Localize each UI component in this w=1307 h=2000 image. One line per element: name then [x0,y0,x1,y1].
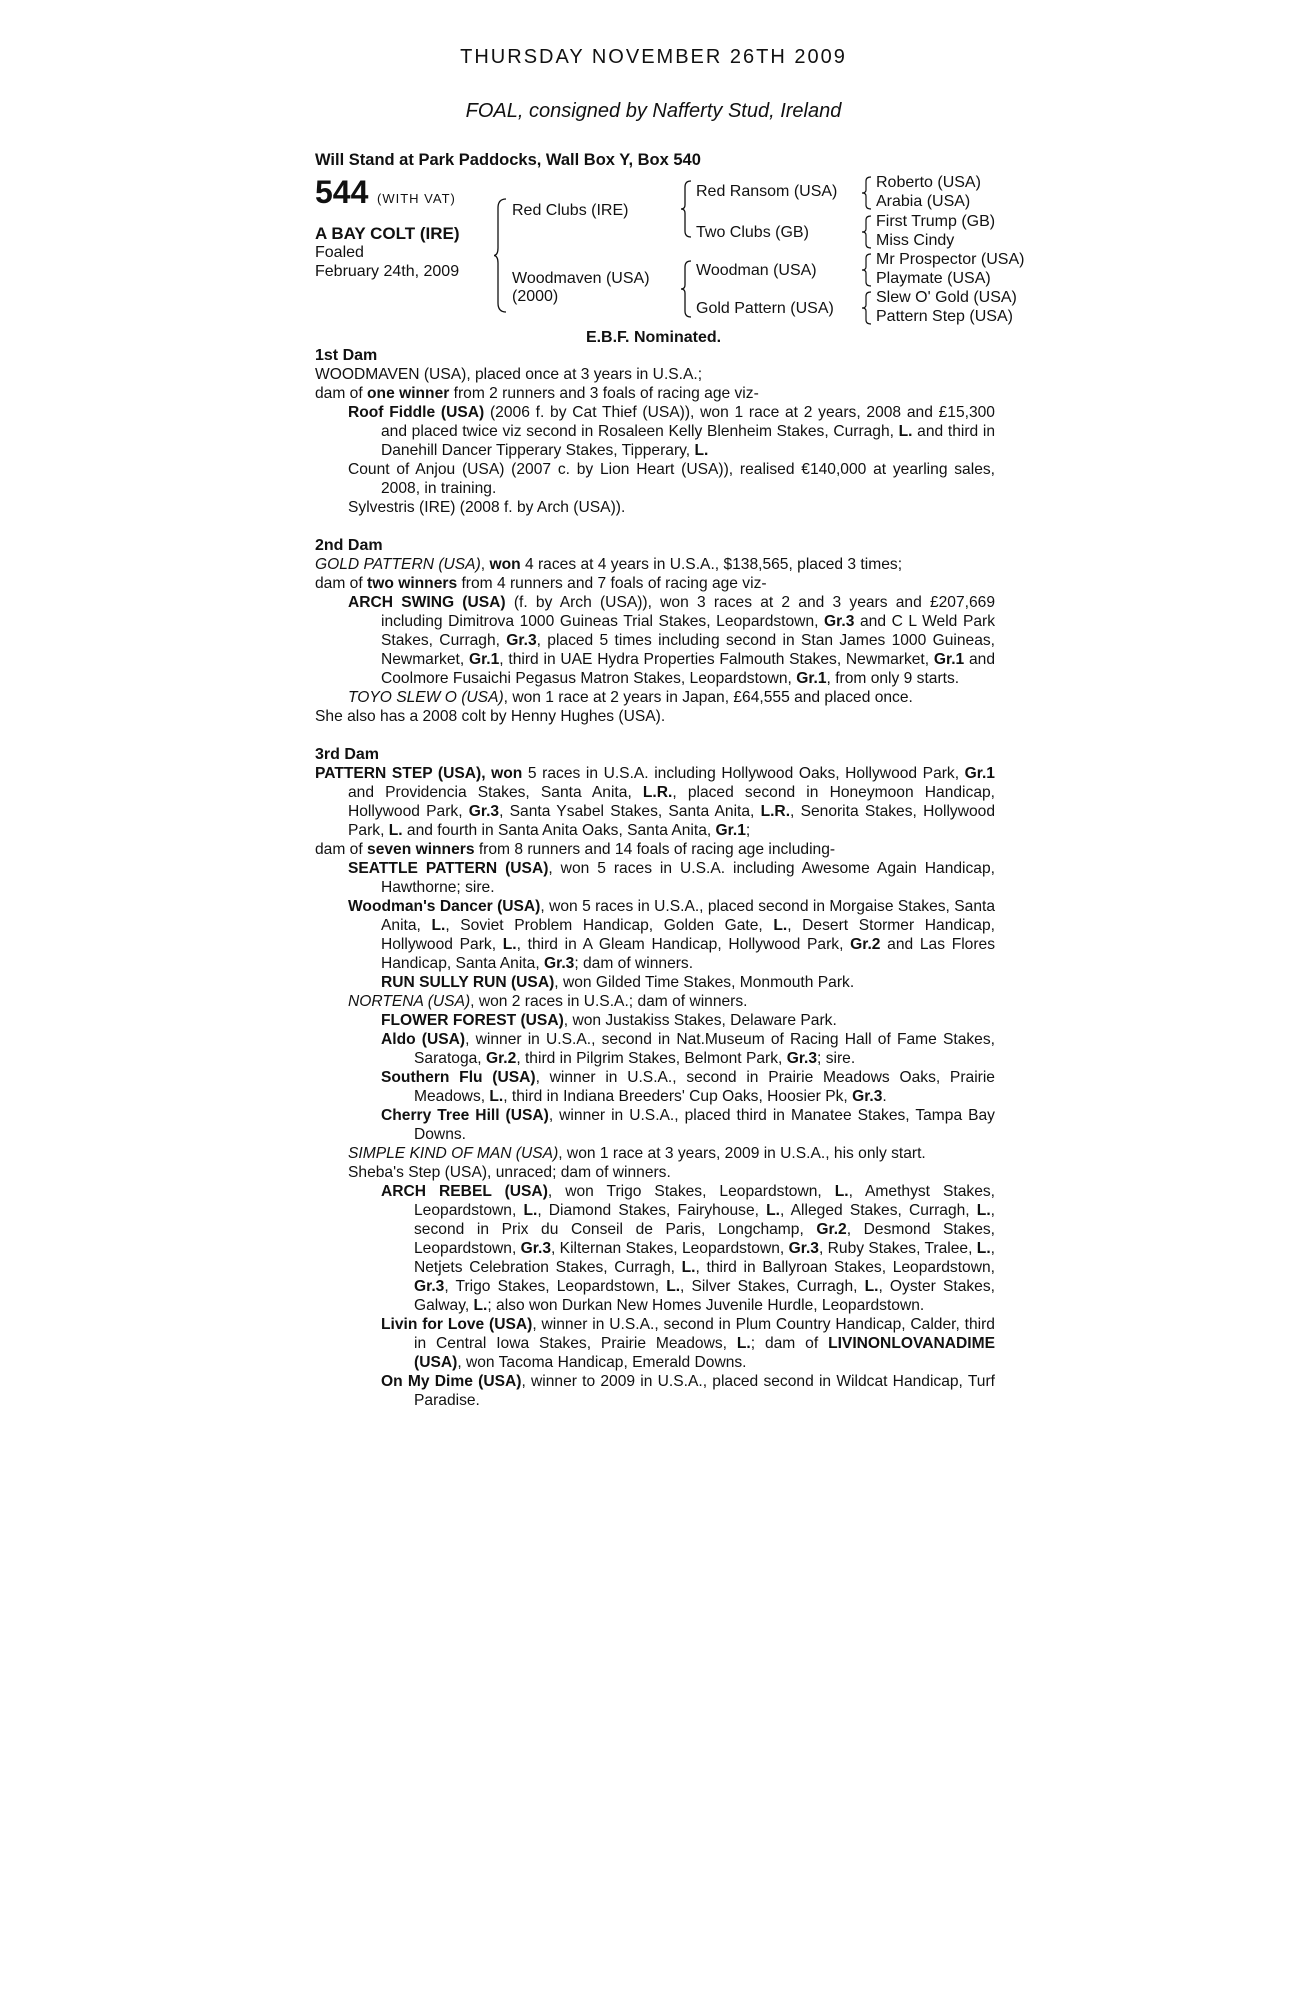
pedigree-brace-ds [862,253,872,287]
pedigree-dss: Mr Prospector (USA) [876,251,1025,268]
pedigree-sire-dam: Two Clubs (GB) [696,224,809,241]
produce-roof-fiddle: Roof Fiddle (USA) (2006 f. by Cat Thief (USA)), won 1 race at 2 years, 2008 and £15,300 and placed twice viz second in Rosaleen Kelly Blenheim Stakes, Curragh, L. and third in Danehill Dancer Tipperary Stakes, Tipperary, L. [348,404,995,459]
third-dam-produce: dam of seven winners from 8 runners and 14 foals of racing age including- [315,841,836,858]
pedigree-sire: Red Clubs (IRE) [512,202,629,219]
pedigree-dam [512,270,650,306]
vat-note: (WITH VAT) [377,191,456,206]
pedigree-brace-ss [862,176,872,210]
produce-nortena: NORTENA (USA), won 2 races in U.S.A.; dam of winners. [348,993,748,1010]
pedigree-dam-sire: Woodman (USA) [696,262,817,279]
third-dam-heading: 3rd Dam [315,746,380,763]
stand-location: Will Stand at Park Paddocks, Wall Box Y, Box 540 [315,151,701,169]
pedigree-notes [315,346,995,1410]
produce-shebas-step: Sheba's Step (USA), unraced; dam of winners. [348,1164,671,1181]
produce-woodmans-dancer: Woodman's Dancer (USA), won 5 races in U.S.A., placed second in Morgaise Stakes, Santa Anita, L., Soviet Problem Handicap, Golden Gate, L., Desert Stormer Handicap, Hollywood Park, L., third in A Gleam Handicap, Hollywood Park, Gr.2 and Las Flores Handicap, Santa Anita, Gr.3; dam of winners. [348,898,996,972]
ebf-nomination: E.B.F. Nominated. [585,329,722,346]
produce-livin-for-love: Livin for Love (USA), winner in U.S.A., second in Plum Country Handicap, Calder, third in Central Iowa Stakes, Prairie Meadows, L.; dam of LIVINONLOVANADIME (USA), won Tacoma Handicap, Emerald Downs. [381,1316,995,1371]
lot-number: 544 [315,174,369,210]
produce-flower-forest: FLOWER FOREST (USA), won Justakiss Stakes, Delaware Park. [381,1012,837,1029]
pedigree-dam-year: (2000) [512,288,559,305]
pedigree-sdd: Miss Cindy [876,232,955,249]
produce-sylvestris: Sylvestris (IRE) (2008 f. by Arch (USA)). [348,499,626,516]
produce-arch-swing: ARCH SWING (USA) (f. by Arch (USA)), won 3 races at 2 and 3 years and £207,669 including Dimitrova 1000 Guineas Trial Stakes, Leopardstown, Gr.3 and C L Weld Park Stakes, Curragh, Gr.3, placed 5 times including second in Stan James 1000 Guineas, Newmarket, Gr.1, third in UAE Hydra Properties Falmouth Stakes, Newmarket, Gr.1 and Coolmore Fusaichi Pegasus Matron Stakes, Leopardstown, Gr.1, from only 9 starts. [348,594,996,687]
foaled-date: February 24th, 2009 [315,263,460,280]
third-dam-line: PATTERN STEP (USA), won 5 races in U.S.A. including Hollywood Oaks, Hollywood Park, Gr.1 and Providencia Stakes, Santa Anita, L.R., placed second in Honeymoon Handicap, Hollywood Park, Gr.3, Santa Ysabel Stakes, Santa Anita, L.R., Senorita Stakes, Hollywood Park, L. and fourth in Santa Anita Oaks, Santa Anita, Gr.1; [315,765,996,839]
second-dam-also: She also has a 2008 colt by Henny Hughes (USA). [315,708,666,725]
produce-on-my-dime: On My Dime (USA), winner to 2009 in U.S.A., placed second in Wildcat Handicap, Turf Paradise. [381,1373,995,1409]
pedigree-dam-dam: Gold Pattern (USA) [696,300,834,317]
produce-simple-kind-of-man: SIMPLE KIND OF MAN (USA), won 1 race at 3 years, 2009 in U.S.A., his only start. [348,1145,926,1162]
pedigree-dam-name: Woodmaven (USA) [512,270,650,287]
lot-description: A BAY COLT (IRE) [315,224,460,243]
foaled-info [315,243,459,281]
pedigree-sds: First Trump (GB) [876,213,996,230]
first-dam-produce: dam of one winner from 2 runners and 3 foals of racing age viz- [315,385,759,402]
pedigree-ddd: Pattern Step (USA) [876,308,1013,325]
produce-toyo-slew-o: TOYO SLEW O (USA), won 1 race at 2 years in Japan, £64,555 and placed once. [348,689,913,706]
produce-count-of-anjou: Count of Anjou (USA) (2007 c. by Lion Heart (USA)), realised €140,000 at yearling sales, 2008, in training. [348,461,995,497]
pedigree-sire-sire: Red Ransom (USA) [696,183,838,200]
pedigree-sss: Roberto (USA) [876,174,981,191]
pedigree-brace-dam [681,260,693,318]
pedigree-brace-sire [681,180,693,238]
sale-date: THURSDAY NOVEMBER 26TH 2009 [460,46,847,68]
produce-run-sully-run: RUN SULLY RUN (USA), won Gilded Time Stakes, Monmouth Park. [381,974,855,991]
produce-aldo: Aldo (USA), winner in U.S.A., second in Nat.Museum of Racing Hall of Fame Stakes, Saratoga, Gr.2, third in Pilgrim Stakes, Belmont Park, Gr.3; sire. [381,1031,995,1067]
first-dam-heading: 1st Dam [315,347,378,364]
second-dam-heading: 2nd Dam [315,537,383,554]
pedigree-brace-dd [862,291,872,325]
pedigree-brace-sd [862,215,872,249]
pedigree-brace-main [494,198,508,313]
first-dam-line: WOODMAVEN (USA), placed once at 3 years in U.S.A.; [315,366,703,383]
produce-arch-rebel: ARCH REBEL (USA), won Trigo Stakes, Leopardstown, L., Amethyst Stakes, Leopardstown, L., Diamond Stakes, Fairyhouse, L., Alleged Stakes, Curragh, L., second in Prix du Conseil de Paris, Longchamp, Gr.2, Desmond Stakes, Leopardstown, Gr.3, Kilternan Stakes, Leopardstown, Gr.3, Ruby Stakes, Tralee, L., Netjets Celebration Stakes, Curragh, L., third in Ballyroan Stakes, Leopardstown, Gr.3, Trigo Stakes, Leopardstown, L., Silver Stakes, Curragh, L., Oyster Stakes, Galway, L.; also won Durkan New Homes Juvenile Hurdle, Leopardstown. [381,1183,995,1314]
second-dam-line: GOLD PATTERN (USA), won 4 races at 4 years in U.S.A., $138,565, placed 3 times; [315,556,903,573]
produce-cherry-tree-hill: Cherry Tree Hill (USA), winner in U.S.A., placed third in Manatee Stakes, Tampa Bay Downs. [381,1107,995,1143]
produce-seattle-pattern: SEATTLE PATTERN (USA), won 5 races in U.S.A. including Awesome Again Handicap, Hawthorne; sire. [348,860,995,896]
produce-southern-flu: Southern Flu (USA), winner in U.S.A., second in Prairie Meadows Oaks, Prairie Meadows, L., third in Indiana Breeders' Cup Oaks, Hoosier Pk, Gr.3. [381,1069,995,1105]
pedigree-dds: Slew O' Gold (USA) [876,289,1017,306]
foaled-label: Foaled [315,244,364,261]
second-dam-produce: dam of two winners from 4 runners and 7 foals of racing age viz- [315,575,767,592]
pedigree-ssd: Arabia (USA) [876,193,971,210]
consignor-line: FOAL, consigned by Nafferty Stud, Ireland [465,100,842,122]
pedigree-dsd: Playmate (USA) [876,270,991,287]
